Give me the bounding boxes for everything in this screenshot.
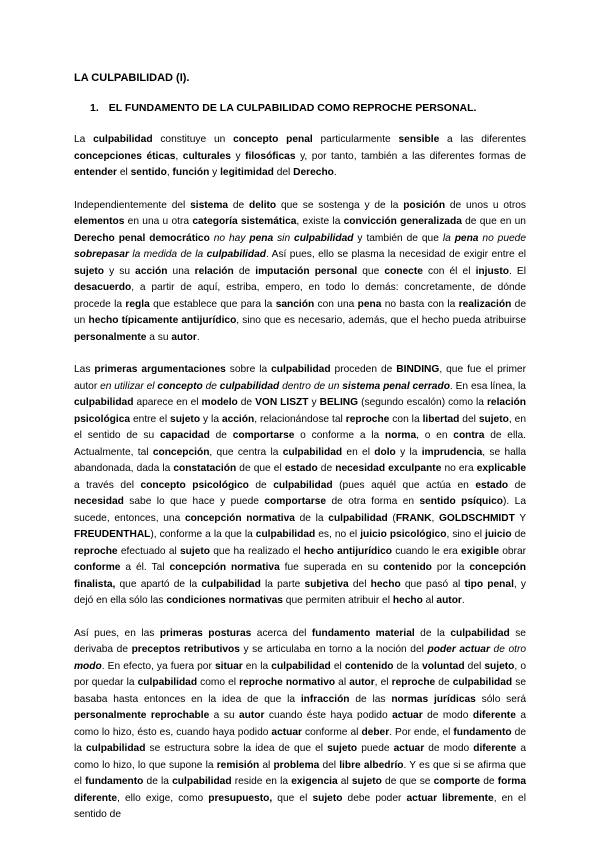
text-run: y la xyxy=(200,413,222,425)
text-run: la xyxy=(442,232,455,244)
text-run: concepción normativa xyxy=(169,562,280,573)
text-run: actuar xyxy=(271,726,302,738)
text-run: contenido xyxy=(344,660,394,672)
text-run: VON LISZT xyxy=(255,397,309,408)
text-run: poder actuar xyxy=(427,644,490,655)
text-run: sujeto xyxy=(74,265,105,277)
text-run: estado xyxy=(475,479,509,491)
text-run: , se halla abandonada, dada la xyxy=(74,446,526,474)
text-run: Y xyxy=(514,512,526,524)
text-run: de la xyxy=(143,776,173,787)
text-run: Independientemente del xyxy=(74,199,191,211)
text-run: juicio psicológico xyxy=(360,529,447,540)
text-run: injusto xyxy=(475,265,509,277)
text-run: necesidad xyxy=(74,496,124,507)
text-run: y xyxy=(230,150,246,162)
text-run: libertad xyxy=(422,413,460,425)
text-run: del xyxy=(348,578,371,590)
text-run: al xyxy=(337,776,352,787)
text-run: culpabilidad xyxy=(172,776,232,787)
text-run: culpabilidad xyxy=(201,578,261,590)
text-run: concepciones éticas xyxy=(74,150,176,162)
text-run: , el xyxy=(374,677,392,688)
text-run: contra xyxy=(453,430,485,441)
text-run: en la xyxy=(242,660,272,672)
text-run: culpabilidad xyxy=(219,380,280,392)
text-run: Así pues, en las xyxy=(74,627,160,639)
document-title: LA CULPABILIDAD (I). xyxy=(74,72,190,84)
text-run: de modo xyxy=(422,710,473,721)
text-run: es, no el xyxy=(315,529,361,540)
text-run: conforme xyxy=(74,562,121,573)
text-run: , o en xyxy=(416,430,454,441)
text-run: como el xyxy=(197,677,240,688)
text-run: concepción xyxy=(152,446,210,458)
text-run: la parte xyxy=(260,578,305,590)
text-run: hecho xyxy=(392,595,423,606)
text-run: que establece que para la xyxy=(149,298,276,310)
text-run: ). La sucede, entonces, una xyxy=(74,496,526,524)
text-run: imputación personal xyxy=(255,265,358,277)
text-run: , sino el xyxy=(446,529,485,540)
text-run: en el xyxy=(342,446,375,458)
text-run: primeras posturas xyxy=(159,627,252,639)
text-run: por la xyxy=(431,562,470,573)
text-run: Derecho penal democrático xyxy=(74,232,210,244)
text-run: ), conforme a la que la xyxy=(150,529,256,540)
text-run: diferente xyxy=(473,743,517,754)
text-run: . El xyxy=(508,265,526,277)
text-run: delito xyxy=(248,199,277,211)
text-run: subjetiva xyxy=(304,578,349,590)
text-run: que pasó al xyxy=(400,578,465,590)
text-run: relación psicológica xyxy=(74,397,527,425)
text-run: constatación xyxy=(173,463,237,474)
text-run: entender xyxy=(74,167,118,178)
text-run: tipo penal xyxy=(464,578,514,590)
text-run: reproche xyxy=(74,545,118,557)
text-run: una xyxy=(167,265,195,277)
text-run: actuar xyxy=(393,743,425,754)
text-run: fundamento xyxy=(85,776,144,787)
text-run: concepto xyxy=(157,380,203,392)
text-run: comporte xyxy=(433,776,481,787)
text-run: se derivaba de xyxy=(74,627,526,655)
text-run: con una xyxy=(314,298,358,310)
text-run: sujeto xyxy=(351,776,382,787)
text-run: o conforme a la xyxy=(294,430,385,441)
text-run: sensible xyxy=(398,134,440,145)
text-run: acción xyxy=(135,265,168,277)
text-run: de xyxy=(233,265,256,277)
text-run: sujeto xyxy=(484,660,515,672)
text-run: se estructura sobre la idea de que el xyxy=(145,743,328,754)
text-run: , o por quedar la xyxy=(74,660,526,688)
text-run: comportarse xyxy=(264,496,327,507)
text-run: condiciones normativas xyxy=(166,595,283,606)
text-run: culpabilidad xyxy=(206,249,266,260)
text-run: y xyxy=(209,167,221,178)
text-run: . En efecto, ya fuera por xyxy=(101,660,215,672)
text-run: y xyxy=(308,397,320,408)
text-run: , que centra la xyxy=(209,446,283,458)
text-run: no era xyxy=(441,463,477,474)
text-run: sobre la xyxy=(225,364,272,375)
text-run: Derecho xyxy=(293,167,334,178)
text-run: de xyxy=(202,380,220,392)
text-run: . En esa línea, la xyxy=(449,380,526,392)
text-run: problema xyxy=(273,759,320,771)
text-run: no puede xyxy=(478,232,526,244)
text-run: puede xyxy=(357,743,394,754)
text-run: filosóficas xyxy=(245,150,296,162)
text-run: autor xyxy=(349,677,375,688)
text-run: y, por tanto, también a las diferentes formas de xyxy=(295,150,526,162)
text-run: pena xyxy=(249,232,274,244)
text-run: concepto penal xyxy=(233,134,313,145)
text-run: de ella. Actualmente, tal xyxy=(74,430,526,458)
text-run: contenido xyxy=(383,562,432,573)
text-run: sistema xyxy=(190,199,229,211)
text-run: hecho antijurídico xyxy=(303,545,392,557)
text-run: aparece en el xyxy=(133,397,202,408)
text-run: cuando éste haya podido xyxy=(264,710,393,721)
text-run: . xyxy=(196,331,200,343)
text-run: necesidad exculpante xyxy=(335,463,442,474)
text-run: fundamento material xyxy=(311,627,415,639)
text-run: que se sostenga y de la xyxy=(276,199,404,211)
text-run: acción xyxy=(221,413,255,425)
text-run: cuando le era xyxy=(392,545,462,557)
text-run: imprudencia xyxy=(421,446,483,458)
text-run: concepción finalista, xyxy=(74,562,526,590)
text-run: culpabilidad xyxy=(137,677,198,688)
text-run: La xyxy=(74,134,94,145)
text-run: y su xyxy=(104,265,136,277)
text-run: , ello exige, como xyxy=(117,792,209,804)
text-run: no basta con la xyxy=(381,298,459,310)
text-run: sólo será xyxy=(475,693,526,705)
text-run: , xyxy=(175,150,183,162)
text-run: al xyxy=(422,595,437,606)
text-run: pena xyxy=(357,298,382,310)
text-run: culpabilidad xyxy=(271,364,331,375)
text-run: entre el xyxy=(130,413,171,425)
text-run: reside en la xyxy=(231,776,292,787)
text-run: norma xyxy=(385,430,417,441)
text-run: sentido psíquico xyxy=(419,496,504,507)
text-run: autor xyxy=(436,595,462,606)
text-run: concepto psicológico xyxy=(140,479,249,491)
text-run: acerca del xyxy=(251,627,312,639)
text-run: fundamento xyxy=(453,726,512,738)
section-title: EL FUNDAMENTO DE LA CULPABILIDAD COMO REPROCHE PERSONAL. xyxy=(108,102,477,114)
text-run: autor xyxy=(171,331,197,343)
text-run: comportarse xyxy=(232,430,295,441)
text-run: de que se xyxy=(381,776,434,787)
text-run: sujeto xyxy=(180,545,211,557)
text-run: concepción normativa xyxy=(184,512,295,524)
text-run: el xyxy=(117,167,131,178)
text-run: de xyxy=(228,199,249,211)
text-run: de xyxy=(480,776,498,787)
text-run: (segundo escalón) como la xyxy=(358,397,487,408)
text-run: . xyxy=(461,595,465,606)
text-run: con la xyxy=(389,413,423,425)
text-run: realización xyxy=(458,298,512,310)
text-run: particularmente xyxy=(312,134,399,145)
text-run: que permiten atribuir el xyxy=(282,595,393,606)
text-run: . Así pues, ello se plasma la necesidad de exigir entre el xyxy=(266,249,526,260)
text-run: deber xyxy=(361,726,390,738)
text-run: que xyxy=(357,265,385,277)
text-run: que apartó de la xyxy=(115,578,202,590)
text-run: sujeto xyxy=(170,413,201,425)
text-run: culpabilidad xyxy=(255,529,316,540)
text-run: a través del xyxy=(74,479,141,491)
text-run: forma diferente xyxy=(74,776,527,804)
text-run: conforme al xyxy=(302,726,362,738)
text-run: , a partir de aquí, estriba, empero, en todo lo demás: concretamente, de dónde procede la xyxy=(74,282,526,310)
text-run: sanción xyxy=(275,298,315,310)
text-run: de la xyxy=(414,627,451,639)
text-run: libre albedrío xyxy=(339,759,404,771)
text-run: sujeto xyxy=(478,413,509,425)
text-run: al xyxy=(335,677,350,688)
text-run: presupuesto, xyxy=(208,792,273,804)
text-run: ( xyxy=(387,512,396,524)
text-run: la medida de la xyxy=(128,249,207,260)
text-run: , xyxy=(166,167,173,178)
text-run: actuar xyxy=(392,710,423,721)
text-run: FRANK xyxy=(395,512,432,524)
paragraph-1 xyxy=(74,132,526,182)
text-run: que el xyxy=(272,792,313,804)
text-run: capacidad xyxy=(159,430,210,441)
text-run: función xyxy=(172,167,210,178)
text-run: de xyxy=(209,430,233,441)
text-run: categoría sistemática xyxy=(192,216,297,227)
text-run: personalmente xyxy=(74,331,147,343)
text-run: culpabilidad xyxy=(74,397,134,408)
text-run: posición xyxy=(403,199,446,211)
text-run: remisión xyxy=(216,759,260,771)
text-run: legitimidad xyxy=(220,167,274,178)
text-run: de xyxy=(317,463,336,474)
text-run: de las xyxy=(349,693,392,705)
text-run: a como lo hizo, ésto es, cuando haya podido xyxy=(74,710,526,738)
text-run: . Por ende, el xyxy=(389,726,454,738)
text-run: . xyxy=(333,167,337,178)
text-run: de otra forma en xyxy=(326,496,420,507)
text-run: de xyxy=(237,397,256,408)
text-run: a él. Tal xyxy=(120,562,170,573)
text-run: culpabilidad xyxy=(273,479,333,491)
text-run: personalmente reprochable xyxy=(74,710,210,721)
text-run: modo xyxy=(74,660,102,672)
text-run: sujeto xyxy=(327,743,358,754)
text-run: de la xyxy=(74,726,526,754)
text-run: GOLDSCHMIDT xyxy=(439,512,515,524)
text-run: (pues aquél que actúa en xyxy=(332,479,476,491)
text-run: del xyxy=(464,660,485,672)
text-run: el xyxy=(330,660,345,672)
text-run: hecho xyxy=(370,578,401,590)
text-run: y la xyxy=(395,446,422,458)
text-run: de que el xyxy=(236,463,285,474)
text-run: hecho típicamente antijurídico xyxy=(88,315,237,326)
text-run: de unos u otros xyxy=(445,199,526,211)
text-run: dolo xyxy=(374,446,396,458)
text-run: preceptos retributivos xyxy=(131,644,240,655)
paragraph-2 xyxy=(74,198,526,347)
text-run: , y dejó en ella sólo las xyxy=(74,578,527,606)
text-run: de un xyxy=(74,298,526,326)
text-run: explicable xyxy=(476,463,526,474)
text-run: culpabilidad xyxy=(86,743,146,754)
text-run: FREUDENTHAL xyxy=(74,529,151,540)
text-run: dentro de un xyxy=(279,380,343,392)
text-run: con él el xyxy=(422,265,476,277)
text-run: y se articulaba en torno a la noción del xyxy=(239,644,428,655)
text-run: y también de que xyxy=(353,232,443,244)
text-run: estado xyxy=(284,463,318,474)
text-run: infracción xyxy=(300,693,350,705)
text-run: normas jurídicas xyxy=(391,693,476,705)
text-run: actuar libremente xyxy=(406,792,494,804)
section-number: 1. xyxy=(90,102,99,114)
text-run: diferente xyxy=(472,710,516,721)
text-run: sabe lo que hace y puede xyxy=(123,496,265,507)
text-run: efectuado al xyxy=(117,545,181,557)
text-run: reproche xyxy=(391,677,436,688)
text-run: sentido xyxy=(130,167,167,178)
text-run: , existe la xyxy=(296,216,344,227)
text-run: de xyxy=(508,479,526,491)
text-run: de xyxy=(511,529,526,540)
text-run: a las diferentes xyxy=(439,134,526,145)
text-run: desacuerdo xyxy=(74,282,132,293)
text-run: , sino que es necesario, además, que el hecho pueda atribuirse xyxy=(236,315,526,326)
text-run: BINDING xyxy=(396,364,440,375)
text-run: , en el sentido de su xyxy=(74,413,526,441)
text-run: a su xyxy=(209,710,240,721)
text-run: en utilizar el xyxy=(100,380,158,392)
text-run: debe poder xyxy=(342,792,407,804)
text-run: sujeto xyxy=(312,792,343,804)
text-run: reproche xyxy=(345,413,390,425)
text-run: , xyxy=(431,512,439,524)
text-run: culpabilidad xyxy=(328,512,388,524)
text-run: de modo xyxy=(424,743,474,754)
text-run: voluntad xyxy=(422,660,465,672)
text-run: , en el sentido de xyxy=(74,792,526,820)
text-run: culpabilidad xyxy=(271,660,331,672)
text-run: regla xyxy=(125,298,150,310)
paragraph-3 xyxy=(74,362,526,610)
text-run: sistema penal cerrado xyxy=(342,380,450,392)
section-heading xyxy=(90,102,526,114)
text-run: de la xyxy=(294,512,329,524)
text-run: en una u otra xyxy=(124,216,193,227)
text-run: obrar xyxy=(498,545,527,557)
text-run: que ha realizado el xyxy=(210,545,304,557)
text-run: . Y es que si se afirma que el xyxy=(74,759,527,787)
text-run: primeras argumentaciones xyxy=(94,364,226,375)
text-run: exigencia xyxy=(291,776,338,787)
text-run: del xyxy=(459,413,479,425)
text-run: exigible xyxy=(461,545,499,557)
text-run: convicción generalizada xyxy=(343,216,462,227)
text-run: fue superada en su xyxy=(279,562,384,573)
text-run: modelo xyxy=(201,397,238,408)
text-run: relación xyxy=(194,265,234,277)
text-run: elementos xyxy=(74,216,125,227)
text-run: al xyxy=(259,759,274,771)
text-run: proceden de xyxy=(330,364,397,375)
text-run: culpabilidad xyxy=(282,446,343,458)
text-run: de otro xyxy=(489,644,526,655)
text-run: constituye un xyxy=(152,134,234,145)
text-run: , que fue el primer autor xyxy=(74,364,526,392)
text-run: culpabilidad xyxy=(450,627,510,639)
text-run: del xyxy=(273,167,294,178)
text-run: Las xyxy=(74,364,95,375)
text-run: culpabilidad xyxy=(93,134,153,145)
text-run: pena xyxy=(454,232,479,244)
text-run: conecte xyxy=(384,265,423,277)
text-run: , relacionándose tal xyxy=(254,413,346,425)
text-run: culpabilidad xyxy=(294,232,354,244)
text-run: autor xyxy=(239,710,265,721)
text-run: culpabilidad xyxy=(452,677,513,688)
text-run: sin xyxy=(273,232,295,244)
text-run: de xyxy=(248,479,274,491)
text-run: de que en un xyxy=(461,216,526,227)
text-run: se basaba hasta entonces en la idea de que la xyxy=(74,677,526,705)
text-run: culturales xyxy=(182,150,231,162)
text-run: BELING xyxy=(319,397,359,408)
text-run: a su xyxy=(146,331,172,343)
text-run: a como lo hizo, lo que supone la xyxy=(74,743,527,771)
text-run: no hay xyxy=(213,232,250,244)
text-run: sobrepasar xyxy=(74,249,129,260)
text-run: juicio xyxy=(485,529,512,540)
paragraph-4 xyxy=(74,626,526,824)
text-run: del xyxy=(319,759,340,771)
text-run: de xyxy=(435,677,453,688)
text-run: situar xyxy=(214,660,243,672)
text-run: de la xyxy=(393,660,423,672)
text-run: reproche normativo xyxy=(239,677,336,688)
